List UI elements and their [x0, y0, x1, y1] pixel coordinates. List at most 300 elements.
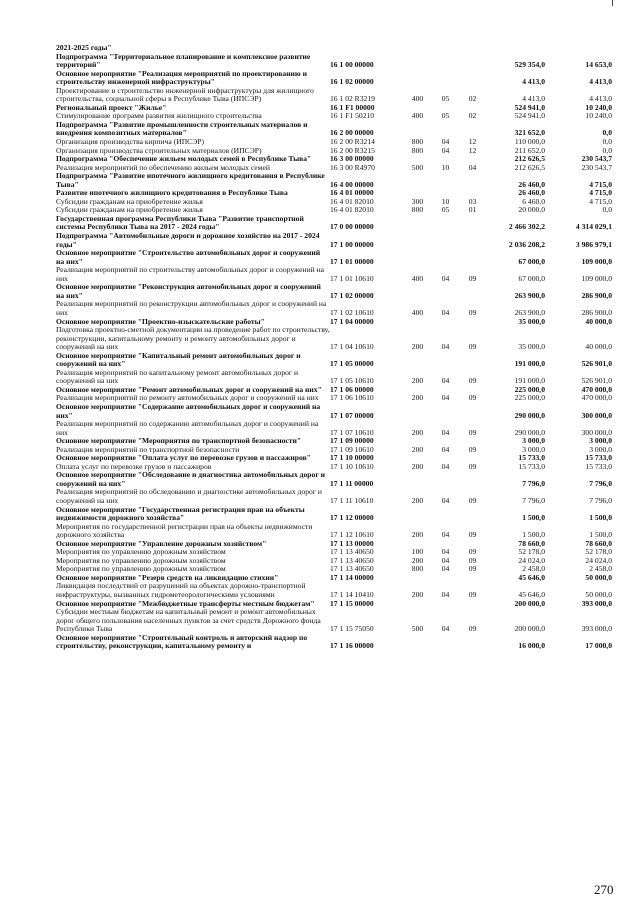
row-amount-year1: 7 796,0	[522, 478, 545, 488]
row-amount-year2: 40 000,0	[585, 317, 612, 326]
row-expense-type	[404, 189, 431, 198]
row-name: Реализация мероприятий по реконструкции автомобильных дорог и сооружений на них	[56, 300, 327, 317]
row-subsection	[460, 44, 485, 53]
row-expense-type	[404, 600, 431, 609]
row-amount-year1: 3 000,0	[522, 437, 545, 446]
row-amount-year1: 24 024,0	[518, 556, 545, 565]
row-amount-year1: 15 733,0	[518, 462, 545, 471]
row-amount-year2: 526 901,0	[581, 376, 612, 386]
row-subsection	[460, 386, 485, 395]
row-amount-year1: 225 000,0	[514, 385, 545, 394]
row-name: Организация производства кирпича (ИПСЭР)	[56, 138, 205, 147]
row-expense-type	[404, 155, 431, 164]
row-code: 17 1 12 10610	[330, 530, 374, 540]
row-amount-year1: 263 900,0	[514, 290, 545, 300]
row-code: 16 1 02 R3219	[330, 94, 375, 104]
row-amount-year1: 3 000,0	[522, 445, 545, 454]
table-row	[56, 488, 612, 505]
table-row	[56, 249, 612, 266]
budget-table	[56, 44, 612, 651]
row-amount-year2: 526 901,0	[581, 359, 612, 369]
row-amount-year2: 470 000,0	[581, 385, 612, 394]
row-amount-year2: 40 000,0	[585, 342, 612, 352]
row-amount-year1: 52 178,0	[518, 548, 545, 557]
row-code: 16 1 F1 00000	[330, 103, 375, 112]
row-section: 05	[441, 112, 450, 121]
row-expense-type	[404, 471, 431, 488]
row-section	[431, 471, 460, 488]
row-amount-year1: 45 646,0	[518, 573, 545, 582]
row-name: Основное мероприятие "Оплата услуг по перевозке грузов и пассажиров"	[56, 454, 311, 463]
row-amount-year1: 26 460,0	[518, 189, 545, 198]
row-subsection: 12	[468, 146, 477, 155]
row-code: 16 4 01 82010	[330, 197, 374, 206]
row-name: Реализация мероприятий по обеспечению жильем молодых семей	[56, 163, 270, 172]
row-expense-type: 800	[411, 206, 424, 215]
row-expense-type: 200	[411, 342, 424, 352]
row-amount-year1: 2 036 208,2	[508, 239, 545, 249]
row-code: 17 1 04 00000	[330, 317, 374, 326]
row-expense-type	[404, 437, 431, 446]
row-expense-type: 100	[411, 548, 424, 557]
row-code: 16 2 00 R3214	[330, 138, 375, 147]
row-amount-year2: 4 715,0	[589, 179, 612, 189]
row-expense-type	[404, 318, 431, 327]
row-amount-year1	[485, 44, 545, 53]
row-code: 16 4 01 82010	[330, 206, 374, 215]
row-name: Основное мероприятие "Ремонт автомобильных дорог и сооружений на них"	[56, 385, 322, 394]
row-expense-type	[404, 44, 431, 53]
row-name: Основное мероприятие "Реконструкция автомобильных дорог и сооружений на них"	[56, 283, 321, 300]
table-row	[56, 557, 612, 566]
row-amount-year1: 524 941,0	[514, 112, 545, 121]
row-code: 17 1 14 10410	[330, 590, 374, 599]
table-row	[56, 155, 612, 164]
row-section: 04	[441, 565, 450, 574]
table-row	[56, 283, 612, 300]
row-code: 17 1 05 00000	[330, 359, 374, 369]
row-code: 17 1 02 00000	[330, 290, 374, 300]
table-row	[56, 172, 612, 189]
row-section: 04	[441, 307, 450, 317]
row-code: 17 1 07 00000	[330, 410, 374, 420]
row-expense-type: 200	[411, 462, 424, 471]
row-code: 17 1 01 00000	[330, 256, 374, 266]
row-amount-year2	[545, 44, 612, 53]
row-amount-year1: 110 000,0	[514, 138, 545, 147]
row-expense-type	[404, 283, 431, 300]
row-expense-type	[404, 352, 431, 369]
row-amount-year2: 52 178,0	[585, 548, 612, 557]
table-row	[56, 463, 612, 472]
row-name: Основное мероприятие "Резерв средств на ликвидацию стихии"	[56, 573, 279, 582]
row-code: 17 1 04 10610	[330, 342, 374, 352]
row-name: Подпрограмма "Развитие промышленности строительных материалов и внедрения композитных материалов"	[56, 120, 308, 138]
row-code: 16 3 00 00000	[330, 155, 374, 164]
page-number: 270	[594, 882, 614, 897]
row-amount-year2: 0,0	[602, 146, 612, 155]
row-subsection: 09	[468, 342, 477, 352]
row-section: 04	[441, 273, 450, 283]
row-expense-type	[404, 70, 431, 87]
row-section: 10	[441, 197, 450, 206]
row-name: Основное мероприятие "Управление дорожным хозяйством"	[56, 539, 267, 548]
row-name: 2021-2025 годы"	[56, 44, 112, 52]
row-expense-type: 400	[411, 273, 424, 283]
row-section: 04	[441, 556, 450, 565]
row-amount-year2: 2 458,0	[589, 565, 612, 574]
row-amount-year1: 15 733,0	[518, 454, 545, 463]
row-amount-year2: 15 733,0	[585, 454, 612, 463]
row-section: 04	[441, 445, 450, 454]
row-section: 04	[441, 146, 450, 155]
row-amount-year1: 7 796,0	[522, 495, 545, 505]
row-code: 16 2 00 00000	[330, 128, 374, 138]
row-amount-year2: 109 000,0	[581, 273, 612, 283]
row-section: 04	[441, 394, 450, 403]
row-expense-type: 500	[411, 163, 424, 172]
row-amount-year2: 50 000,0	[585, 573, 612, 582]
row-section	[431, 104, 460, 113]
row-name: Реализация мероприятий по ремонту автомобильных дорог и сооружений на них	[56, 394, 319, 403]
row-subsection: 09	[468, 376, 477, 386]
row-subsection: 09	[468, 394, 477, 403]
table-row	[56, 138, 612, 147]
row-section: 04	[441, 530, 450, 540]
row-subsection: 09	[468, 590, 477, 599]
row-name: Реализация мероприятий по обследованию и диагностике автомобильных дорог и сооружений на них	[56, 488, 322, 505]
row-section: 04	[441, 427, 450, 437]
table-row	[56, 608, 612, 634]
table-row	[56, 565, 612, 574]
row-subsection	[460, 574, 485, 583]
table-row	[56, 112, 612, 121]
row-code: 17 1 13 40650	[330, 548, 374, 557]
row-expense-type	[404, 172, 431, 189]
row-subsection	[460, 352, 485, 369]
row-amount-year2: 10 240,0	[585, 103, 612, 112]
row-expense-type: 200	[411, 556, 424, 565]
row-amount-year2: 15 733,0	[585, 462, 612, 471]
row-code: 17 1 16 00000	[330, 641, 374, 651]
row-amount-year1: 4 413,0	[522, 94, 545, 104]
row-subsection: 09	[468, 462, 477, 471]
row-code: 16 4 00 00000	[330, 179, 374, 189]
row-code: 17 1 14 00000	[330, 573, 374, 582]
table-row	[56, 44, 612, 53]
table-row	[56, 198, 612, 207]
row-subsection	[460, 70, 485, 87]
row-name: Основное мероприятие "Реализация мероприятий по проектированию и строительству инженерной инфраструктуры"	[56, 69, 307, 87]
row-section	[431, 352, 460, 369]
row-section	[431, 437, 460, 446]
row-code: 16 4 01 00000	[330, 189, 374, 198]
row-section: 04	[441, 342, 450, 352]
row-subsection	[460, 403, 485, 420]
table-row	[56, 232, 612, 249]
row-amount-year1: 16 000,0	[518, 641, 545, 651]
row-name: Реализация мероприятий по транспортной безопасности	[56, 445, 240, 454]
row-section	[431, 403, 460, 420]
row-expense-type: 200	[411, 427, 424, 437]
row-code: 17 1 11 10610	[330, 495, 374, 505]
table-row	[56, 437, 612, 446]
row-code: 17 1 15 75050	[330, 624, 374, 634]
row-amount-year2: 4 715,0	[589, 189, 612, 198]
row-subsection	[460, 600, 485, 609]
row-code: 16 1 02 00000	[330, 77, 374, 87]
row-expense-type	[404, 53, 431, 70]
budget-table-body	[56, 44, 612, 651]
row-section	[431, 249, 460, 266]
row-expense-type: 200	[411, 394, 424, 403]
row-amount-year2: 300 000,0	[581, 410, 612, 420]
row-amount-year1: 4 413,0	[522, 77, 545, 87]
row-code: 17 1 00 00000	[330, 239, 374, 249]
row-subsection: 09	[468, 273, 477, 283]
row-expense-type	[404, 540, 431, 549]
row-expense-type: 200	[411, 495, 424, 505]
row-amount-year1: 67 000,0	[518, 273, 545, 283]
row-expense-type	[404, 454, 431, 463]
row-name: Подготовка проектно-сметной документации на проведение работ по строительству, реконструкции, капитальному ремонту и ремонту автомобильных дорог и сооружений на них	[56, 326, 330, 352]
row-subsection: 09	[468, 548, 477, 557]
table-row	[56, 506, 612, 523]
row-subsection	[460, 121, 485, 138]
row-code	[330, 44, 404, 53]
row-expense-type	[404, 386, 431, 395]
row-amount-year2: 230 543,7	[581, 163, 612, 172]
row-amount-year1: 6 460,0	[522, 197, 545, 206]
row-name: Региональный проект "Жилье"	[56, 103, 167, 112]
table-row	[56, 147, 612, 156]
row-code: 17 1 07 10610	[330, 427, 374, 437]
row-name: Основное мероприятие "Строительный контроль и авторский надзор по строительству, реконструкции, капитальному ремонту и	[56, 633, 308, 651]
row-amount-year2: 1 500,0	[589, 530, 612, 540]
table-row	[56, 403, 612, 420]
table-row	[56, 352, 612, 369]
table-row	[56, 446, 612, 455]
row-section	[431, 454, 460, 463]
row-name: Развитие ипотечного жилищного кредитования в Республике Тыва	[56, 189, 288, 198]
row-name: Реализация мероприятий по капитальному ремонт автомобильных дорог и сооружений на них	[56, 368, 299, 386]
row-expense-type: 200	[411, 590, 424, 599]
row-section	[431, 232, 460, 249]
row-subsection: 09	[468, 427, 477, 437]
row-name: Организация производства строительных материалов (ИПСЭР)	[56, 146, 262, 155]
row-expense-type: 400	[411, 307, 424, 317]
row-code: 17 1 15 00000	[330, 599, 374, 608]
row-subsection	[460, 155, 485, 164]
row-name: Стимулирование программ развития жилищного строительства	[56, 112, 262, 121]
row-section: 05	[441, 94, 450, 104]
row-amount-year2: 17 000,0	[585, 641, 612, 651]
row-name: Подпрограмма "Автомобильные дороги и дорожное хозяйство на 2017 - 2024 годы"	[56, 232, 320, 249]
row-expense-type: 800	[411, 565, 424, 574]
table-row	[56, 326, 612, 352]
row-name: Субсидии гражданам на приобретение жилья	[56, 206, 203, 215]
row-amount-year1: 1 500,0	[522, 513, 545, 523]
row-name: Реализация мероприятий по содержанию автомобильных дорог и сооружений на них	[56, 420, 319, 437]
row-subsection	[460, 53, 485, 70]
row-amount-year1: 20 000,0	[518, 206, 545, 215]
row-amount-year1: 529 354,0	[514, 60, 545, 70]
table-row	[56, 215, 612, 232]
row-code: 16 1 00 00000	[330, 60, 374, 70]
row-amount-year2: 50 000,0	[585, 590, 612, 599]
row-amount-year1: 290 000,0	[514, 427, 545, 437]
row-section: 05	[441, 206, 450, 215]
row-section	[431, 600, 460, 609]
row-section	[431, 121, 460, 138]
row-expense-type	[404, 215, 431, 232]
row-section	[431, 318, 460, 327]
row-subsection	[460, 232, 485, 249]
row-name: Основное мероприятие "Проектно-изыскательские работы"	[56, 317, 265, 326]
row-amount-year2: 24 024,0	[585, 556, 612, 565]
row-section	[431, 172, 460, 189]
table-row	[56, 318, 612, 327]
row-amount-year2: 109 000,0	[581, 256, 612, 266]
row-amount-year1: 212 626,5	[514, 155, 545, 164]
row-amount-year2: 286 900,0	[581, 307, 612, 317]
row-name: Субсидии местным бюджетам на капитальный ремонт и ремонт автомобильных дорог общего пользования населенных пунктов за счет средств Дорожного фонда Республики Тыва	[56, 608, 321, 634]
row-expense-type	[404, 634, 431, 651]
row-subsection: 09	[468, 307, 477, 317]
row-section	[431, 283, 460, 300]
row-subsection	[460, 506, 485, 523]
row-code: 17 1 09 00000	[330, 437, 374, 446]
row-section	[431, 574, 460, 583]
row-amount-year1: 1 500,0	[522, 530, 545, 540]
row-subsection: 02	[468, 94, 477, 104]
row-amount-year2: 0,0	[602, 128, 612, 138]
row-section	[431, 155, 460, 164]
row-amount-year2: 7 796,0	[589, 495, 612, 505]
row-amount-year1: 212 626,5	[514, 163, 545, 172]
row-amount-year2: 14 653,0	[585, 60, 612, 70]
row-expense-type: 400	[411, 112, 424, 121]
row-amount-year2: 3 000,0	[589, 445, 612, 454]
table-row	[56, 87, 612, 104]
table-row	[56, 548, 612, 557]
row-code: 17 1 09 10610	[330, 445, 374, 454]
table-row	[56, 189, 612, 198]
row-subsection	[460, 104, 485, 113]
row-amount-year2: 0,0	[602, 206, 612, 215]
table-row	[56, 582, 612, 599]
row-subsection	[460, 249, 485, 266]
row-amount-year2: 230 543,7	[581, 155, 612, 164]
row-amount-year2: 10 240,0	[585, 112, 612, 121]
row-amount-year1: 524 941,0	[514, 103, 545, 112]
row-name: Оплата услуг по перевозке грузов и пассажиров	[56, 462, 212, 471]
row-name: Основное мероприятие "Мероприятия по транспортной безопасности"	[56, 437, 302, 446]
row-expense-type	[404, 403, 431, 420]
row-amount-year2: 286 900,0	[581, 290, 612, 300]
row-section	[431, 506, 460, 523]
row-expense-type: 200	[411, 530, 424, 540]
row-code: 17 1 02 10610	[330, 307, 374, 317]
row-subsection: 03	[468, 197, 477, 206]
row-amount-year2: 4 413,0	[589, 94, 612, 104]
row-subsection: 09	[468, 624, 477, 634]
row-amount-year2: 3 000,0	[589, 437, 612, 446]
row-section	[431, 634, 460, 651]
row-section	[431, 386, 460, 395]
row-name: Основное мероприятие "Государственная регистрация прав на объекты недвижимости дорожного хозяйства"	[56, 505, 305, 523]
row-amount-year2: 393 000,0	[581, 624, 612, 634]
row-name: Мероприятия по управлению дорожным хозяйством	[56, 565, 226, 574]
row-expense-type	[404, 506, 431, 523]
row-section: 04	[441, 138, 450, 147]
row-amount-year1: 35 000,0	[518, 342, 545, 352]
row-name: Проектирование и строительство инженерной инфраструктуры для жилищного строительства, социальной сферы в Республике Тыва (ИПСЭР)	[56, 86, 314, 104]
row-subsection	[460, 215, 485, 232]
row-code: 17 0 00 00000	[330, 222, 374, 232]
row-name: Подпрограмма "Обеспечение жильем молодых семей в Республике Тыва"	[56, 155, 312, 164]
row-expense-type: 800	[411, 138, 424, 147]
row-name: Мероприятия по государственной регистрации прав на объекты недвижимости дорожного хозяйства	[56, 522, 313, 540]
row-section: 04	[441, 462, 450, 471]
row-code: 17 1 10 00000	[330, 454, 374, 463]
row-amount-year1: 78 660,0	[518, 539, 545, 548]
row-expense-type: 300	[411, 197, 424, 206]
row-amount-year1: 200 000,0	[514, 599, 545, 608]
row-code: 17 1 06 10610	[330, 394, 374, 403]
table-row	[56, 386, 612, 395]
row-section	[431, 53, 460, 70]
row-section	[431, 70, 460, 87]
row-name: Реализация мероприятий по строительству автомобильных дорог и сооружений на них	[56, 266, 325, 283]
table-row	[56, 634, 612, 651]
row-section	[431, 44, 460, 53]
row-expense-type	[404, 121, 431, 138]
scan-edge-mark	[612, 0, 613, 6]
row-name: Субсидии гражданам на приобретение жилья	[56, 197, 203, 206]
row-amount-year2: 470 000,0	[581, 394, 612, 403]
row-code: 17 1 13 40650	[330, 556, 374, 565]
row-amount-year2: 4 314 029,1	[575, 222, 612, 232]
table-row	[56, 394, 612, 403]
row-section	[431, 189, 460, 198]
row-subsection: 09	[468, 445, 477, 454]
row-expense-type: 400	[411, 94, 424, 104]
row-expense-type	[404, 574, 431, 583]
row-name: Основное мероприятие "Содержание автомобильных дорог и сооружений на них"	[56, 402, 321, 420]
row-section: 04	[441, 495, 450, 505]
row-code: 16 3 00 R4970	[330, 163, 375, 172]
table-row	[56, 121, 612, 138]
row-amount-year2: 78 660,0	[585, 539, 612, 548]
row-amount-year2: 1 500,0	[589, 513, 612, 523]
row-subsection	[460, 172, 485, 189]
row-amount-year1: 35 000,0	[518, 317, 545, 326]
row-section: 10	[441, 163, 450, 172]
row-code: 16 2 00 R3215	[330, 146, 375, 155]
table-row	[56, 53, 612, 70]
row-subsection: 12	[468, 138, 477, 147]
row-subsection: 02	[468, 112, 477, 121]
row-amount-year1: 290 000,0	[514, 410, 545, 420]
row-amount-year1: 263 900,0	[514, 307, 545, 317]
row-subsection	[460, 318, 485, 327]
row-name: Подпрограмма "Развитие ипотечного жилищного кредитования в Республике Тыва"	[56, 172, 325, 189]
row-amount-year2: 300 000,0	[581, 427, 612, 437]
row-subsection: 01	[468, 206, 477, 215]
table-row	[56, 104, 612, 113]
row-code: 17 1 05 10610	[330, 376, 374, 386]
